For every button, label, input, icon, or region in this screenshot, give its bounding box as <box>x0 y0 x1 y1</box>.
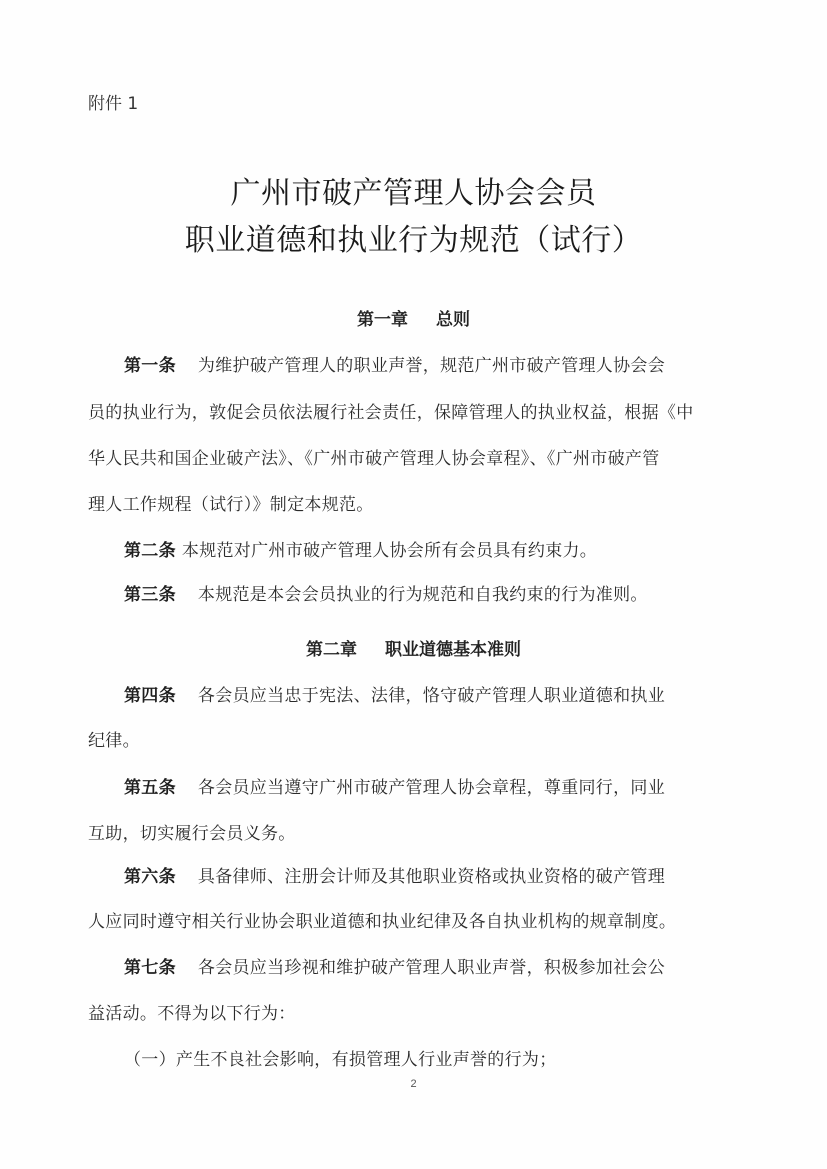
article-4-line-2: 纪律。 <box>88 731 140 751</box>
article-1-line-2: 员的执业行为，敦促会员依法履行社会责任，保障管理人的执业权益，根据《中 <box>88 403 694 423</box>
page-number: 2 <box>410 1078 417 1090</box>
article-6-line-2: 人应同时遵守相关行业协会职业道德和执业纪律及各自执业机构的规章制度。 <box>88 912 677 932</box>
article-1-line-1: 第一条 为维护破产管理人的职业声誉，规范广州市破产管理人协会会 <box>124 356 666 376</box>
article-5-line-2: 互助，切实履行会员义务。 <box>88 824 296 844</box>
chapter-2-number: 第二章 <box>306 640 357 660</box>
article-4-line-1: 第四条 各会员应当忠于宪法、法律，恪守破产管理人职业道德和执业 <box>124 686 666 706</box>
article-4-label: 第四条 <box>124 686 176 706</box>
article-7-item-1: （一）产生不良社会影响，有损管理人行业声誉的行为； <box>124 1050 557 1070</box>
article-2-label: 第二条 <box>124 541 176 561</box>
title-line-2: 职业道德和执业行为规范（试行） <box>184 223 643 258</box>
article-1-label: 第一条 <box>124 356 176 376</box>
article-7-line-2: 益活动。不得为以下行为： <box>88 1004 296 1024</box>
chapter-2-heading <box>0 635 827 660</box>
article-1-line-3: 华人民共和国企业破产法》、《广州市破产管理人协会章程》、《广州市破产管 <box>88 449 660 469</box>
article-6-line-1: 第六条 具备律师、注册会计师及其他职业资格或执业资格的破产管理 <box>124 867 666 887</box>
article-7-line-1: 第七条 各会员应当珍视和维护破产管理人职业声誉，积极参加社会公 <box>124 958 666 978</box>
chapter-1-name: 总则 <box>436 310 470 330</box>
article-7-label: 第七条 <box>124 958 176 978</box>
article-6-label: 第六条 <box>124 867 176 887</box>
chapter-1-number: 第一章 <box>357 310 408 330</box>
article-3: 第三条 本规范是本会会员执业的行为规范和自我约束的行为准则。 <box>124 585 648 605</box>
chapter-2-name: 职业道德基本准则 <box>385 640 521 660</box>
article-1-line-4: 理人工作规程（试行）》制定本规范。 <box>88 495 374 515</box>
chapter-1-heading <box>0 305 827 330</box>
article-3-label: 第三条 <box>124 585 176 605</box>
article-5-line-1: 第五条 各会员应当遵守广州市破产管理人协会章程，尊重同行，同业 <box>124 778 666 798</box>
title-line-1: 广州市破产管理人协会会员 <box>230 176 597 211</box>
attachment-label: 附件 1 <box>88 94 139 114</box>
article-2: 第二条 本规范对广州市破产管理人协会所有会员具有约束力。 <box>124 541 598 561</box>
article-5-label: 第五条 <box>124 778 176 798</box>
